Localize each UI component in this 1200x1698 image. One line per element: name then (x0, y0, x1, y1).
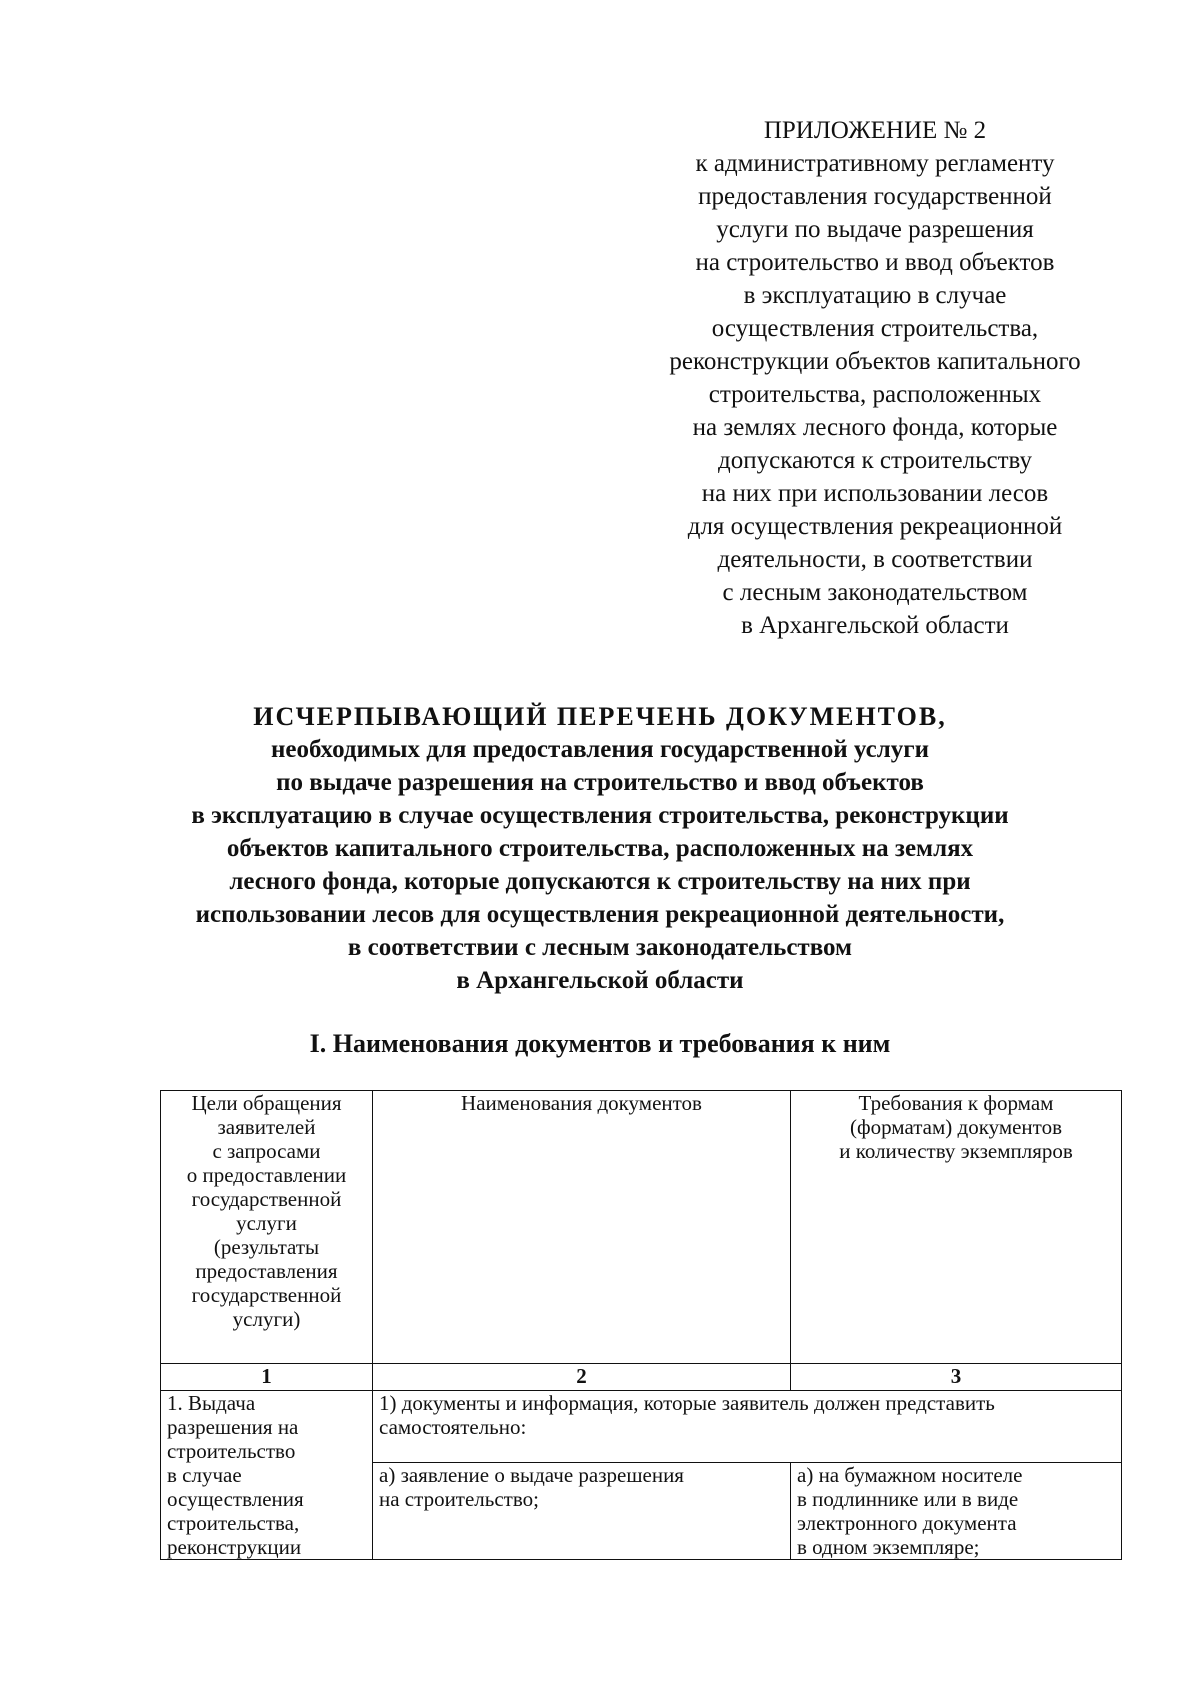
appendix-line: осуществления строительства, (711, 315, 1039, 342)
column-number: 1 (161, 1364, 373, 1391)
appendix-line: в Архангельской области (741, 612, 1009, 639)
appendix-line: услуги по выдаче разрешения (716, 216, 1034, 243)
title-line: необходимых для предоставления государственной услуги (271, 736, 929, 763)
appendix-line: на них при использовании лесов (701, 480, 1049, 507)
title-line: в эксплуатацию в случае осуществления строительства, реконструкции (191, 802, 1009, 829)
appendix-line: в эксплуатацию в случае (743, 282, 1007, 309)
row-document-cell: а) заявление о выдаче разрешения на строительство; (373, 1463, 791, 1560)
header-cell-purposes: Цели обращения заявителей с запросами о предоставлении государственной услуги (результаты предоставления государственной услуги) (161, 1091, 373, 1364)
title-line: в соответствии с лесным законодательством (347, 934, 853, 961)
appendix-line: ПРИЛОЖЕНИЕ № 2 (763, 117, 987, 144)
appendix-line: допускаются к строительству (718, 447, 1032, 474)
title-line: использовании лесов для осуществления рекреационной деятельности, (195, 901, 1005, 928)
row-purpose-cell: 1. Выдача разрешения на строительство в случае осуществления строительства, реконструкции (161, 1391, 373, 1560)
appendix-line: для осуществления рекреационной (687, 513, 1063, 540)
title-line: лесного фонда, которые допускаются к строительству на них при (229, 868, 971, 895)
appendix-line: деятельности, в соответствии (717, 546, 1033, 573)
table-row (161, 1391, 1122, 1463)
appendix-line: с лесным законодательством (722, 579, 1028, 606)
title-line: объектов капитального строительства, расположенных на землях (226, 835, 974, 862)
column-number: 2 (373, 1364, 791, 1391)
title-main: ИСЧЕРПЫВАЮЩИЙ ПЕРЕЧЕНЬ ДОКУМЕНТОВ, (253, 702, 947, 731)
documents-table (160, 1090, 1122, 1560)
header-cell-document-names: Наименования документов (373, 1091, 791, 1364)
title-line: по выдаче разрешения на строительство и ввод объектов (276, 769, 924, 796)
header-cell-requirements: Требования к формам (форматам) документов и количеству экземпляров (791, 1091, 1122, 1364)
document-title (0, 700, 1200, 997)
appendix-line: на землях лесного фонда, которые (692, 414, 1058, 441)
row-span-cell: 1) документы и информация, которые заявитель должен представить самостоятельно: (373, 1391, 1122, 1463)
section-heading: I. Наименования документов и требования к ним (309, 1029, 891, 1058)
appendix-line: предоставления государственной (698, 183, 1052, 210)
appendix-line: к административному регламенту (695, 150, 1055, 177)
column-number-row (161, 1364, 1122, 1391)
title-line: в Архангельской области (456, 967, 744, 994)
appendix-line: на строительство и ввод объектов (695, 249, 1055, 276)
appendix-block (630, 114, 1120, 642)
table-header-row (161, 1091, 1122, 1364)
column-number: 3 (791, 1364, 1122, 1391)
appendix-line: реконструкции объектов капитального (669, 348, 1081, 375)
row-requirement-cell: а) на бумажном носителе в подлиннике или в виде электронного документа в одном экземпляре; (791, 1463, 1122, 1560)
appendix-line: строительства, расположенных (708, 381, 1042, 408)
